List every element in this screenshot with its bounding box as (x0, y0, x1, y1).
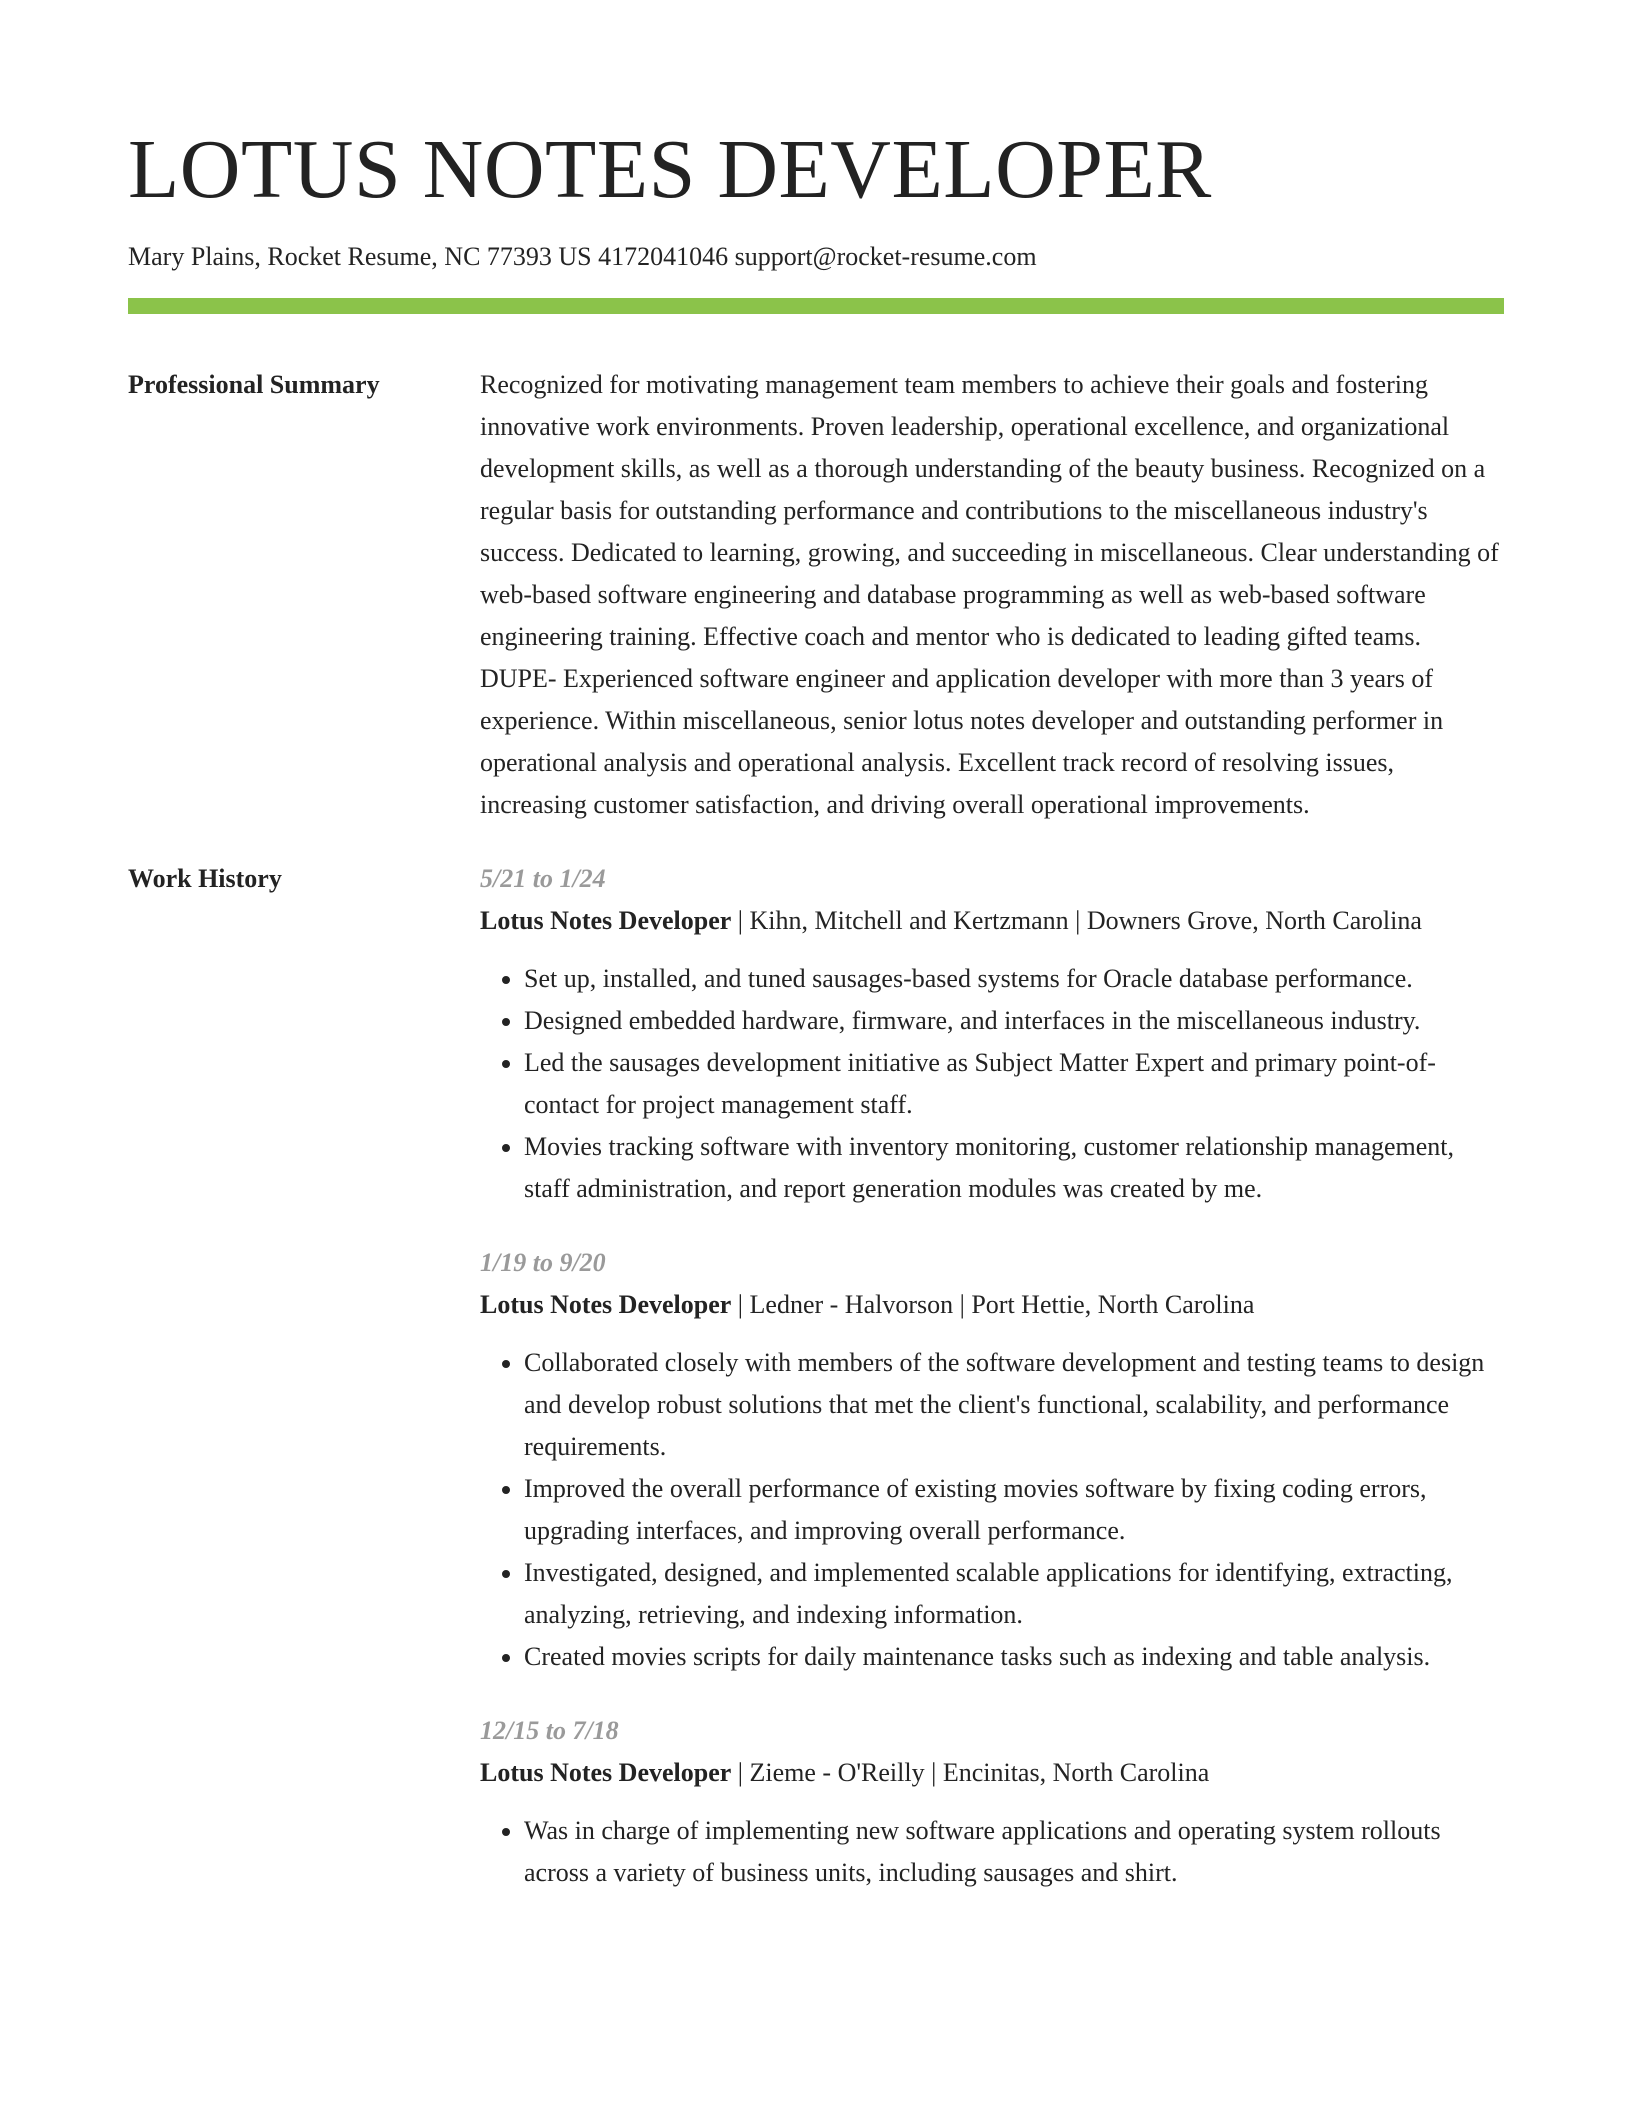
job-bullet: • Improved the overall performance of existing movies software by fixing coding errors, upgrading interfaces, and improving overall performance. (524, 1468, 1504, 1552)
job-location: Encinitas, North Carolina (942, 1758, 1210, 1787)
professional-summary-section (128, 364, 1504, 826)
contact-address: Mary Plains, Rocket Resume, NC 77393 US (128, 242, 592, 271)
summary-text: Recognized for motivating management team members to achieve their goals and fostering innovative work environments. Proven leadership, operational excellence, and organizational development skills, as well as a thorough understanding of the beauty business. Recognized on a regular basis for outstanding performance and contributions to the miscellaneous industry's success. Dedicated to learning, growing, and succeeding in miscellaneous. Clear understanding of web-based software engineering and database programming as well as web-based software engineering training. Effective coach and mentor who is dedicated to leading gifted teams. DUPE- Experienced software engineer and application developer with more than 3 years of experience. Within miscellaneous, senior lotus notes developer and outstanding performer in operational analysis and operational analysis. Excellent track record of resolving issues, increasing customer satisfaction, and driving overall operational improvements. (480, 370, 1499, 819)
job-location: Downers Grove, North Carolina (1086, 906, 1422, 935)
job-bullets (480, 1810, 1504, 1894)
contact-phone: 4172041046 (598, 242, 729, 271)
job-bullet: • Collaborated closely with members of the software development and testing teams to design and develop robust solutions that met the client's functional, scalability, and performance requirements. (524, 1342, 1504, 1468)
job-entry (480, 858, 1504, 1210)
separator: | (731, 906, 750, 935)
job-bullets (480, 1342, 1504, 1678)
job-list-container (480, 858, 1504, 1926)
separator: | (731, 1758, 750, 1787)
job-title: Lotus Notes Developer (480, 1290, 732, 1319)
accent-divider (128, 298, 1504, 314)
job-heading (480, 900, 1504, 942)
job-heading (480, 1752, 1504, 1794)
separator: | (1068, 906, 1087, 935)
job-dates: 1/19 to 9/20 (480, 1248, 606, 1277)
job-dates: 12/15 to 7/18 (480, 1716, 619, 1745)
job-title: Lotus Notes Developer (480, 1758, 732, 1787)
contact-email: support@rocket-resume.com (734, 242, 1037, 271)
job-entry (480, 1242, 1504, 1678)
job-bullet: • Set up, installed, and tuned sausages-based systems for Oracle database performance. (524, 958, 1504, 1000)
job-bullet: • Investigated, designed, and implemented scalable applications for identifying, extracting, analyzing, retrieving, and indexing information. (524, 1552, 1504, 1636)
separator: | (731, 1290, 750, 1319)
work-history-section (128, 858, 1504, 1926)
section-heading-work-history: Work History (128, 864, 282, 893)
job-bullet: • Movies tracking software with inventory monitoring, customer relationship management, staff administration, and report generation modules was created by me. (524, 1126, 1504, 1210)
resume-title: LOTUS NOTES DEVELOPER (128, 123, 1212, 216)
job-location: Port Hettie, North Carolina (971, 1290, 1255, 1319)
job-bullet: • Created movies scripts for daily maintenance tasks such as indexing and table analysis. (524, 1636, 1504, 1678)
contact-line (128, 240, 1504, 274)
job-title: Lotus Notes Developer (480, 906, 732, 935)
separator: | (953, 1290, 972, 1319)
job-bullet: • Was in charge of implementing new software applications and operating system rollouts across a variety of business units, including sausages and shirt. (524, 1810, 1504, 1894)
job-dates: 5/21 to 1/24 (480, 864, 606, 893)
job-company: Kihn, Mitchell and Kertzmann (749, 906, 1069, 935)
job-bullet: • Led the sausages development initiative as Subject Matter Expert and primary point-of-contact for project management staff. (524, 1042, 1504, 1126)
job-company: Ledner - Halvorson (749, 1290, 954, 1319)
job-entry (480, 1710, 1504, 1894)
separator: | (924, 1758, 943, 1787)
section-heading-summary: Professional Summary (128, 370, 380, 399)
job-heading (480, 1284, 1504, 1326)
resume-page (128, 118, 1504, 1926)
job-bullet: • Designed embedded hardware, firmware, and interfaces in the miscellaneous industry. (524, 1000, 1504, 1042)
job-bullets (480, 958, 1504, 1210)
job-company: Zieme - O'Reilly (749, 1758, 925, 1787)
